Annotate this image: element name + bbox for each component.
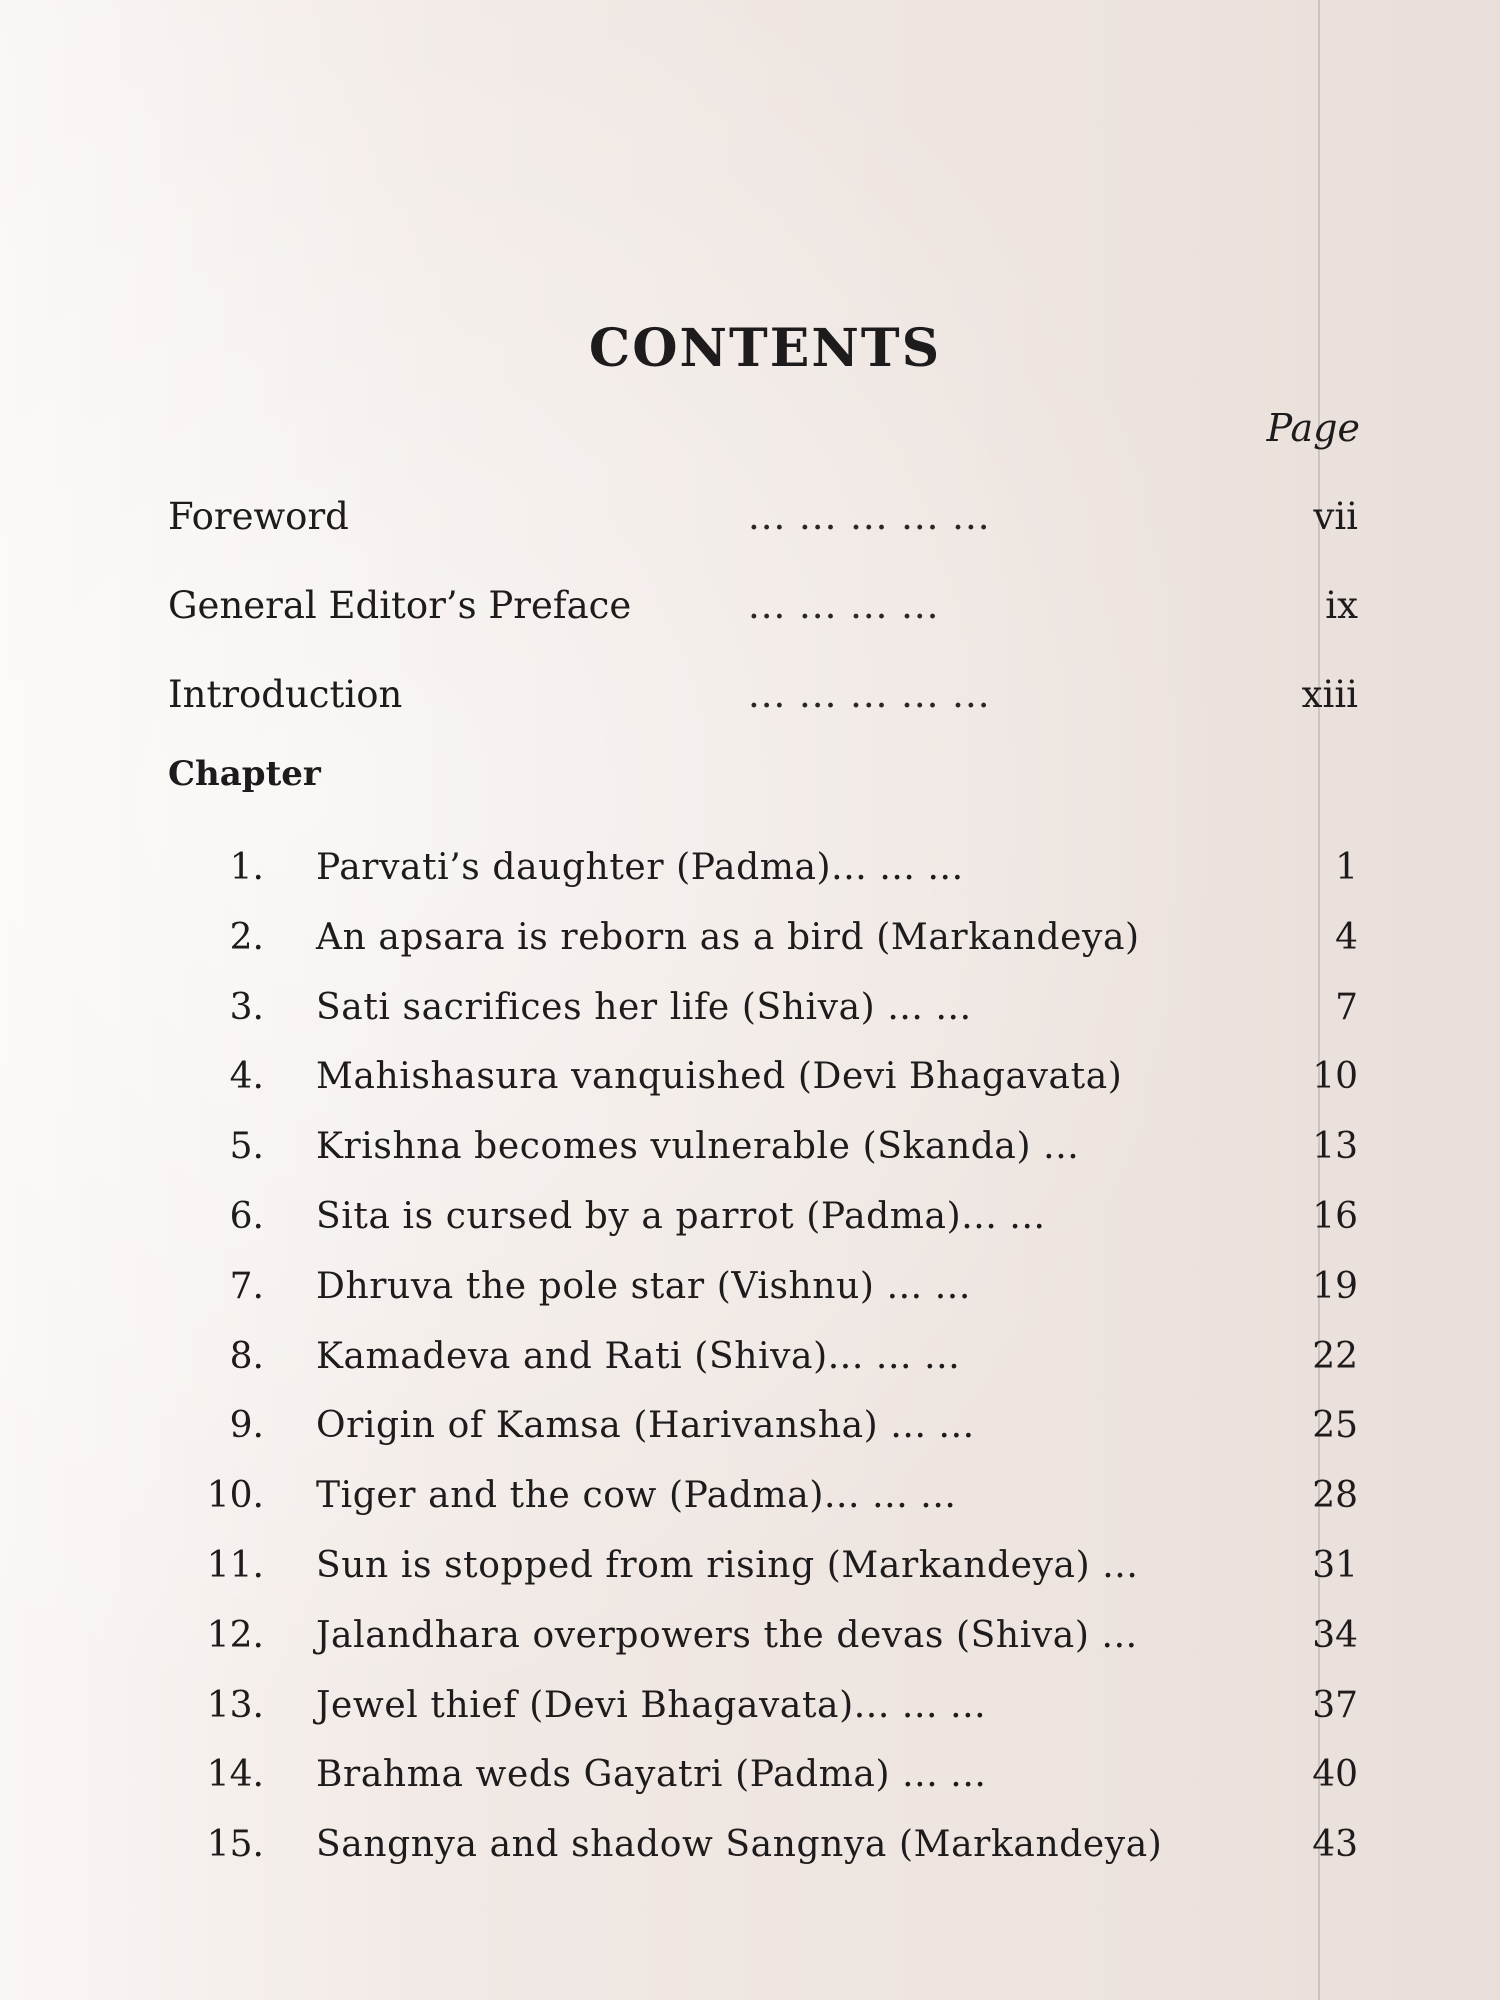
chapter-page-number: 34 bbox=[1312, 1614, 1358, 1656]
chapter-title: Sita is cursed by a parrot (Padma)... ... bbox=[316, 1195, 1046, 1237]
front-matter-title: General Editor’s Preface bbox=[168, 584, 632, 627]
chapter-title: Sun is stopped from rising (Markandeya) ... bbox=[316, 1544, 1139, 1586]
chapter-entry bbox=[168, 1817, 1358, 1887]
chapter-title: Kamadeva and Rati (Shiva)... ... ... bbox=[316, 1335, 961, 1377]
chapter-entry bbox=[168, 1189, 1358, 1259]
chapter-number: 10. bbox=[206, 1475, 264, 1517]
chapter-page-number: 10 bbox=[1312, 1056, 1358, 1098]
chapter-entry bbox=[168, 1049, 1358, 1119]
chapter-page-number: 16 bbox=[1312, 1195, 1358, 1237]
front-matter-list bbox=[168, 488, 1358, 755]
chapter-page-number: 13 bbox=[1312, 1126, 1358, 1168]
chapter-entry bbox=[168, 1468, 1358, 1538]
chapter-entry bbox=[168, 840, 1358, 910]
chapter-number: 11. bbox=[206, 1544, 264, 1586]
chapter-page-number: 43 bbox=[1312, 1824, 1358, 1866]
front-matter-page: ix bbox=[1325, 584, 1358, 627]
chapter-number: 13. bbox=[206, 1684, 264, 1726]
chapter-page-number: 40 bbox=[1312, 1754, 1358, 1796]
chapter-title: Parvati’s daughter (Padma)... ... ... bbox=[316, 847, 964, 888]
chapter-entry bbox=[168, 1747, 1358, 1817]
chapter-entry bbox=[168, 1119, 1358, 1189]
chapter-entry bbox=[168, 1538, 1358, 1608]
chapter-page-number: 1 bbox=[1335, 847, 1358, 888]
chapter-number: 9. bbox=[229, 1405, 264, 1447]
chapter-page-number: 19 bbox=[1312, 1265, 1358, 1307]
chapter-number: 7. bbox=[229, 1265, 264, 1307]
chapter-page-number: 28 bbox=[1312, 1475, 1358, 1517]
chapter-number: 3. bbox=[229, 986, 264, 1028]
chapter-number: 15. bbox=[206, 1824, 264, 1866]
chapter-entry bbox=[168, 1329, 1358, 1399]
chapter-number: 8. bbox=[229, 1335, 264, 1377]
chapter-page-number: 22 bbox=[1312, 1335, 1358, 1377]
chapter-entry bbox=[168, 1608, 1358, 1678]
chapter-title: Krishna becomes vulnerable (Skanda) ... bbox=[316, 1126, 1080, 1168]
chapter-number: 1. bbox=[229, 847, 264, 888]
chapter-title: Brahma weds Gayatri (Padma) ... ... bbox=[316, 1754, 987, 1796]
chapter-title: Jewel thief (Devi Bhagavata)... ... ... bbox=[316, 1684, 987, 1726]
chapter-title: Sati sacrifices her life (Shiva) ... ... bbox=[316, 986, 972, 1028]
front-matter-leader: ... ... ... ... ... bbox=[748, 673, 991, 716]
chapter-number: 5. bbox=[229, 1126, 264, 1168]
chapter-page-number: 7 bbox=[1335, 986, 1358, 1028]
chapter-title: Origin of Kamsa (Harivansha) ... ... bbox=[316, 1405, 975, 1447]
chapter-entry bbox=[168, 1678, 1358, 1748]
contents-title: CONTENTS bbox=[588, 318, 942, 379]
front-matter-entry bbox=[168, 488, 1358, 577]
chapter-heading: Chapter bbox=[168, 754, 321, 794]
page-column-label: Page bbox=[1266, 406, 1360, 450]
front-matter-page: xiii bbox=[1301, 673, 1358, 716]
chapter-entry bbox=[168, 1259, 1358, 1329]
chapter-entry bbox=[168, 980, 1358, 1050]
chapter-number: 4. bbox=[229, 1056, 264, 1098]
chapter-title: Tiger and the cow (Padma)... ... ... bbox=[316, 1475, 957, 1517]
chapter-title: An apsara is reborn as a bird (Markandeya) bbox=[316, 916, 1140, 958]
chapter-page-number: 31 bbox=[1312, 1544, 1358, 1586]
front-matter-entry bbox=[168, 577, 1358, 666]
front-matter-page: vii bbox=[1313, 495, 1358, 538]
front-matter-leader: ... ... ... ... ... bbox=[748, 495, 991, 538]
chapter-title: Mahishasura vanquished (Devi Bhagavata) bbox=[316, 1056, 1123, 1098]
front-matter-title: Introduction bbox=[168, 673, 403, 716]
chapter-number: 6. bbox=[229, 1195, 264, 1237]
chapter-page-number: 37 bbox=[1312, 1684, 1358, 1726]
chapter-number: 14. bbox=[206, 1754, 264, 1796]
chapter-page-number: 4 bbox=[1335, 916, 1358, 958]
chapter-title: Sangnya and shadow Sangnya (Markandeya) bbox=[316, 1824, 1163, 1866]
chapter-entry bbox=[168, 1398, 1358, 1468]
chapter-title: Jalandhara overpowers the devas (Shiva) ... bbox=[316, 1614, 1138, 1656]
front-matter-leader: ... ... ... ... bbox=[748, 584, 940, 627]
chapter-list bbox=[168, 840, 1358, 1887]
front-matter-title: Foreword bbox=[168, 495, 349, 538]
front-matter-entry bbox=[168, 666, 1358, 755]
chapter-title: Dhruva the pole star (Vishnu) ... ... bbox=[316, 1265, 971, 1307]
chapter-entry bbox=[168, 910, 1358, 980]
chapter-number: 2. bbox=[229, 916, 264, 958]
chapter-page-number: 25 bbox=[1312, 1405, 1358, 1447]
chapter-number: 12. bbox=[206, 1614, 264, 1656]
